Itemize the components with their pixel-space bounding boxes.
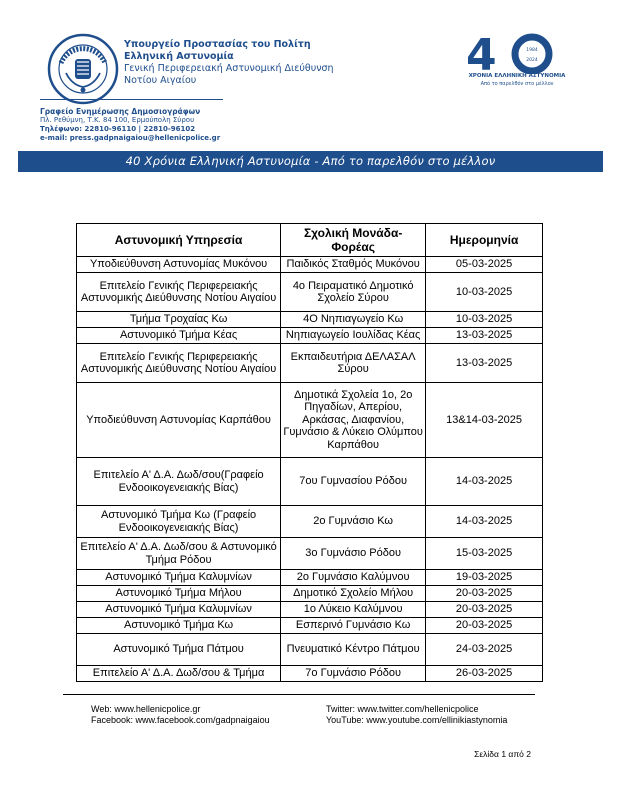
press-office-address: Πλ. Ρεθύμνη, Τ.Κ. 84 100, Ερμούπολη Σύρου (40, 116, 195, 124)
cell-school: Δημοτικό Σχολείο Μήλου (281, 586, 426, 602)
footer-divider (63, 694, 535, 695)
cell-service: Επιτελείο Α' Δ.Α. Δωδ/σου & Τμήμα (77, 666, 281, 682)
schedule-table (76, 223, 543, 682)
header-date: Ημερομηνία (426, 224, 543, 257)
cell-date: 10-03-2025 (426, 312, 543, 328)
cell-service: Επιτελείο Α' Δ.Α. Δωδ/σου & Αστυνομικό Τμήμα Ρόδου (77, 538, 281, 570)
cell-date: 14-03-2025 (426, 506, 543, 538)
region-name: Νοτίου Αιγαίου (124, 75, 197, 86)
table-row (77, 506, 543, 538)
cell-date: 13-03-2025 (426, 328, 543, 344)
cell-school: Δημοτικά Σχολεία 1ο, 2ο Πηγαδίων, Απερίου, Αρκάσας, Διαφανίου, Γυμνάσιο & Λύκειο Ολύμπου Καρπάθου (281, 383, 426, 458)
cell-school: Νηπιαγωγείο Ιουλίδας Κέας (281, 328, 426, 344)
cell-date: 24-03-2025 (426, 634, 543, 666)
table-row (77, 586, 543, 602)
footer-web-link[interactable]: Web: www.hellenicpolice.gr (91, 704, 201, 714)
footer-right (326, 704, 507, 726)
police-seal-logo (47, 33, 119, 105)
press-office-block (40, 107, 220, 143)
press-office-title: Γραφείο Ενημέρωσης Δημοσιογράφων (40, 107, 201, 116)
table-row (77, 344, 543, 383)
table-row (77, 570, 543, 586)
cell-date: 13-03-2025 (426, 344, 543, 383)
footer-facebook-link[interactable]: Facebook: www.facebook.com/gadpnaigaiou (91, 715, 270, 725)
cell-school: 2ο Γυμνάσιο Κω (281, 506, 426, 538)
anniversary-40-icon (462, 30, 572, 74)
table-row (77, 312, 543, 328)
cell-date: 14-03-2025 (426, 458, 543, 506)
header-school: Σχολική Μονάδα-Φορέας (281, 224, 426, 257)
cell-service: Επιτελείο Γενικής Περιφερειακής Αστυνομικής Διεύθυνσης Νοτίου Αιγαίου (77, 344, 281, 383)
cell-school: 2ο Γυμνάσιο Καλύμνου (281, 570, 426, 586)
table-row (77, 383, 543, 458)
page-number: Σελίδα 1 από 2 (474, 749, 531, 759)
press-divider (40, 99, 223, 100)
cell-date: 13&14-03-2025 (426, 383, 543, 458)
cell-school: 7ο Γυμνάσιο Ρόδου (281, 666, 426, 682)
anniversary-subtitle: Από το παρελθόν στο μέλλον (480, 81, 554, 87)
cell-service: Επιτελείο Α' Δ.Α. Δωδ/σου(Γραφείο Ενδοοικογενειακής Βίας) (77, 458, 281, 506)
cell-service: Αστυνομικό Τμήμα Κέας (77, 328, 281, 344)
cell-service: Επιτελείο Γενικής Περιφερειακής Αστυνομικής Διεύθυνσης Νοτίου Αιγαίου (77, 273, 281, 312)
footer-left (91, 704, 270, 726)
cell-school: 4ο Πειραματικό Δημοτικό Σχολείο Σύρου (281, 273, 426, 312)
title-banner (18, 151, 603, 172)
anniv-year-top: 1984 (526, 48, 538, 53)
cell-service: Τμήμα Τροχαίας Κω (77, 312, 281, 328)
cell-date: 05-03-2025 (426, 257, 543, 273)
press-office-phone: Τηλέφωνο: 22810-96110 | 22810-96102 (40, 125, 196, 133)
cell-service: Αστυνομικό Τμήμα Πάτμου (77, 634, 281, 666)
police-name: Ελληνική Αστυνομία (124, 51, 234, 62)
cell-service: Αστυνομικό Τμήμα Καλυμνίων (77, 570, 281, 586)
cell-school: Παιδικός Σταθμός Μυκόνου (281, 257, 426, 273)
cell-service: Αστυνομικό Τμήμα Καλυμνίων (77, 602, 281, 618)
header-service: Αστυνομική Υπηρεσία (77, 224, 281, 257)
table-row (77, 458, 543, 506)
table-row (77, 618, 543, 634)
cell-service: Αστυνομικό Τμήμα Μήλου (77, 586, 281, 602)
table-header-row (77, 224, 543, 257)
cell-date: 19-03-2025 (426, 570, 543, 586)
cell-school: 4Ο Νηπιαγωγείο Κω (281, 312, 426, 328)
footer-youtube-link[interactable]: YouTube: www.youtube.com/ellinikiastynomia (326, 715, 508, 725)
cell-date: 20-03-2025 (426, 602, 543, 618)
banner-text: 40 Χρόνια Ελληνική Αστυνομία - Από το παρελθόν στο μέλλον (125, 154, 496, 168)
cell-date: 10-03-2025 (426, 273, 543, 312)
footer-twitter-link[interactable]: Twitter: www.twitter.com/hellenicpolice (326, 704, 479, 714)
cell-date: 15-03-2025 (426, 538, 543, 570)
anniv-year-bottom: 2024 (526, 58, 538, 63)
cell-date: 26-03-2025 (426, 666, 543, 682)
table-row (77, 257, 543, 273)
anniversary-logo (462, 30, 572, 94)
ministry-name: Υπουργείο Προστασίας του Πολίτη (124, 39, 311, 50)
cell-school: 3ο Γυμνάσιο Ρόδου (281, 538, 426, 570)
cell-school: Εσπερινό Γυμνάσιο Κω (281, 618, 426, 634)
table-row (77, 602, 543, 618)
table-row (77, 328, 543, 344)
table-row (77, 538, 543, 570)
cell-service: Υποδιεύθυνση Αστυνομίας Μυκόνου (77, 257, 281, 273)
table-row (77, 634, 543, 666)
table-row (77, 666, 543, 682)
cell-school: 7ου Γυμνασίου Ρόδου (281, 458, 426, 506)
cell-service: Αστυνομικό Τμήμα Κω (Γραφείο Ενδοοικογενειακής Βίας) (77, 506, 281, 538)
cell-date: 20-03-2025 (426, 586, 543, 602)
ministry-block (124, 39, 334, 87)
cell-school: 1ο Λύκειο Καλύμνου (281, 602, 426, 618)
press-office-email: e-mail: press.gadpnaigaiou@hellenicpolice.gr (40, 134, 221, 142)
cell-date: 20-03-2025 (426, 618, 543, 634)
cell-service: Υποδιεύθυνση Αστυνομίας Καρπάθου (77, 383, 281, 458)
anniversary-title: ΧΡΟΝΙΑ ΕΛΛΗΝΙΚΗ ΑΣΤΥΝΟΜΙΑ (468, 73, 566, 79)
table-row (77, 273, 543, 312)
cell-school: Πνευματικό Κέντρο Πάτμου (281, 634, 426, 666)
directorate-name: Γενική Περιφερειακή Αστυνομική Διεύθυνση (124, 63, 334, 74)
cell-service: Αστυνομικό Τμήμα Κω (77, 618, 281, 634)
cell-school: Εκπαιδευτήρια ΔΕΛΑΣΑΛ Σύρου (281, 344, 426, 383)
svg-text:4: 4 (466, 30, 497, 74)
